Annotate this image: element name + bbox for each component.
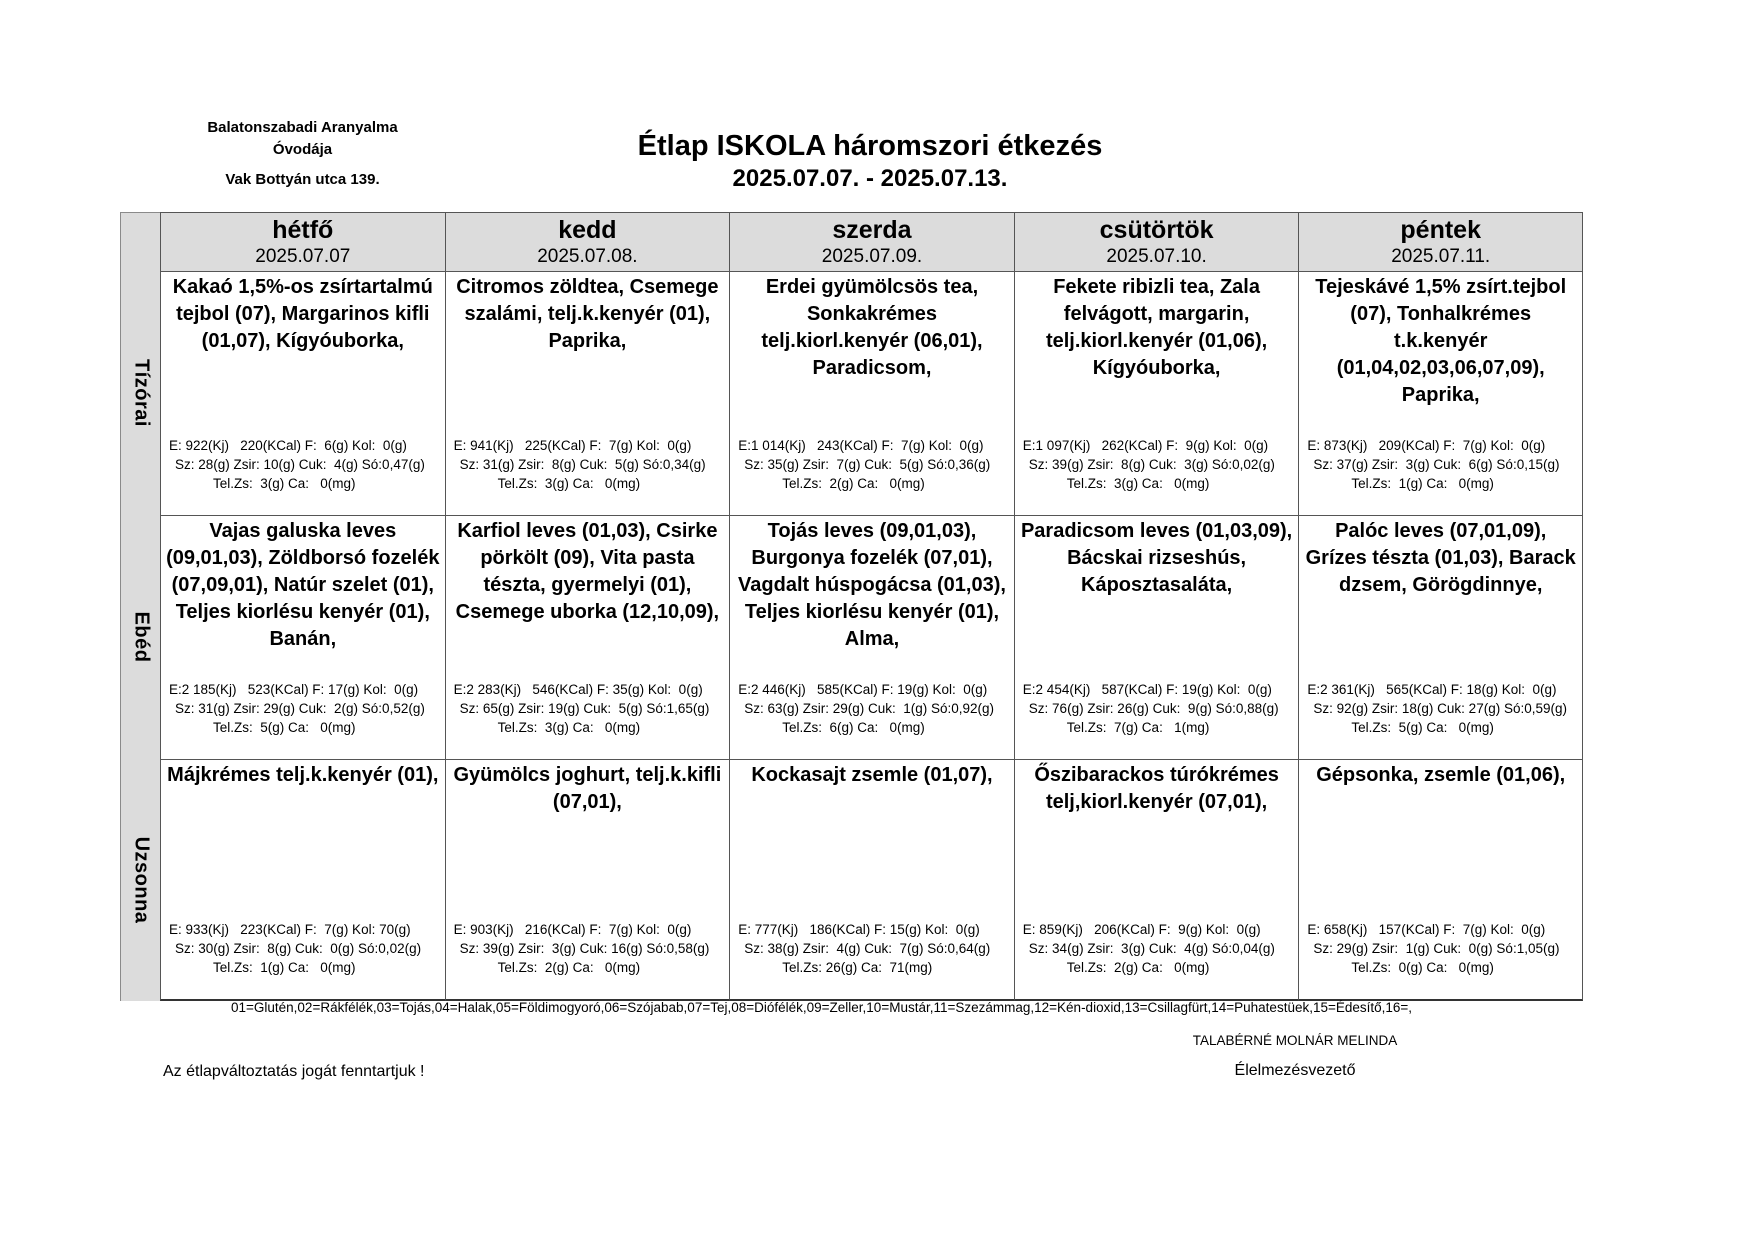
nutrition-line: Tel.Zs: 5(g) Ca: 0(mg) xyxy=(213,720,356,735)
nutrition-line: E: 903(Kj) 216(KCal) F: 7(g) Kol: 0(g) xyxy=(453,922,692,937)
day-header-thursday xyxy=(1014,212,1299,271)
nutrition-info xyxy=(452,436,728,493)
nutrition-line: Sz: 30(g) Zsir: 8(g) Cuk: 0(g) Só:0,02(g) xyxy=(175,941,422,956)
nutrition-info xyxy=(1021,920,1297,977)
nutrition-line: Sz: 76(g) Zsir: 26(g) Cuk: 9(g) Só:0,88(g) xyxy=(1028,701,1279,716)
nutrition-line: E: 658(Kj) 157(KCal) F: 7(g) Kol: 0(g) xyxy=(1307,922,1546,937)
nutrition-line: Tel.Zs: 3(g) Ca: 0(mg) xyxy=(213,476,356,491)
nutrition-line: Tel.Zs: 3(g) Ca: 0(mg) xyxy=(497,476,641,491)
nutrition-line: E:1 097(Kj) 262(KCal) F: 9(g) Kol: 0(g) xyxy=(1022,438,1269,453)
menu-cell xyxy=(1014,515,1299,759)
nutrition-line: E: 933(Kj) 223(KCal) F: 7(g) Kol: 70(g) xyxy=(169,922,411,937)
nutrition-line: Sz: 29(g) Zsir: 1(g) Cuk: 0(g) Só:1,05(g) xyxy=(1313,941,1560,956)
day-name: szerda xyxy=(832,216,912,244)
nutrition-line: E:2 446(Kj) 585(KCal) F: 19(g) Kol: 0(g) xyxy=(738,682,988,697)
menu-cell xyxy=(445,759,730,1001)
nutrition-line: Tel.Zs: 2(g) Ca: 0(mg) xyxy=(497,960,641,975)
org-name-line1: Balatonszabadi Aranyalma xyxy=(207,119,398,136)
menu-table xyxy=(120,212,1583,1001)
nutrition-line: Sz: 92(g) Zsir: 18(g) Cuk: 27(g) Só:0,59(g) xyxy=(1313,701,1567,716)
nutrition-line: Sz: 39(g) Zsir: 3(g) Cuk: 16(g) Só:0,58(g) xyxy=(459,941,710,956)
nutrition-info xyxy=(1305,680,1580,737)
nutrition-info xyxy=(452,920,728,977)
signer-name: TALABÉRNÉ MOLNÁR MELINDA xyxy=(1192,1033,1398,1048)
menu-cell xyxy=(1014,271,1299,515)
nutrition-line: Sz: 31(g) Zsir: 29(g) Cuk: 2(g) Só:0,52(g) xyxy=(175,701,425,716)
nutrition-line: Tel.Zs: 5(g) Ca: 0(mg) xyxy=(1351,720,1494,735)
meal-label-ebed xyxy=(120,515,160,759)
nutrition-line: E: 922(Kj) 220(KCal) F: 6(g) Kol: 0(g) xyxy=(169,438,407,453)
nutrition-line: Sz: 63(g) Zsir: 29(g) Cuk: 1(g) Só:0,92(g) xyxy=(744,701,995,716)
menu-date-range: 2025.07.07. - 2025.07.13. xyxy=(732,165,1008,192)
nutrition-line: Sz: 65(g) Zsir: 19(g) Cuk: 5(g) Só:1,65(g) xyxy=(459,701,710,716)
nutrition-line: Tel.Zs: 2(g) Ca: 0(mg) xyxy=(1066,960,1210,975)
nutrition-line: E: 873(Kj) 209(KCal) F: 7(g) Kol: 0(g) xyxy=(1307,438,1546,453)
allergen-legend: 01=Glutén,02=Rákfélék,03=Tojás,04=Halak,05=Földimogyoró,06=Szójabab,07=Tej,08=Diófélék,09=Zeller,10=Mustár,11=Szezámmag,12=Kén-dioxid,13=Csillagfürt,14=Puhatestüek,15=Édesítő,16=, xyxy=(231,1000,1413,1015)
food-items: Fekete ribizli tea, Zala felvágott, margarin, telj.kiorl.kenyér (01,06), Kígyóuborka, xyxy=(1045,276,1268,379)
nutrition-info xyxy=(167,920,443,977)
nutrition-line: E: 777(Kj) 186(KCal) F: 15(g) Kol: 0(g) xyxy=(738,922,980,937)
food-items: Paradicsom leves (01,03,09), Bácskai rizseshús, Káposztasaláta, xyxy=(1020,520,1293,596)
nutrition-line: Sz: 35(g) Zsir: 7(g) Cuk: 5(g) Só:0,36(g) xyxy=(744,457,991,472)
food-items: Gyümölcs joghurt, telj.k.kifli (07,01), xyxy=(453,764,722,813)
meal-label-text: Ebéd xyxy=(130,611,152,663)
menu-title xyxy=(560,128,1180,194)
menu-cell xyxy=(160,759,445,1001)
day-date: 2025.07.10. xyxy=(1106,246,1207,267)
food-items: Májkrémes telj.k.kenyér (01), xyxy=(167,764,439,786)
day-name: csütörtök xyxy=(1099,216,1214,244)
nutrition-info xyxy=(1305,436,1580,493)
menu-cell xyxy=(160,271,445,515)
menu-cell xyxy=(729,759,1014,1001)
nutrition-line: Tel.Zs: 0(g) Ca: 0(mg) xyxy=(1351,960,1494,975)
food-items: Citromos zöldtea, Csemege szalámi, telj.k.kenyér (01), Paprika, xyxy=(456,276,719,352)
day-header-tuesday xyxy=(445,212,730,271)
day-header-wednesday xyxy=(729,212,1014,271)
day-name: kedd xyxy=(558,216,617,244)
nutrition-line: E:2 361(Kj) 565(KCal) F: 18(g) Kol: 0(g) xyxy=(1307,682,1557,697)
org-address: Vak Bottyán utca 139. xyxy=(225,171,380,188)
nutrition-line: Sz: 34(g) Zsir: 3(g) Cuk: 4(g) Só:0,04(g) xyxy=(1028,941,1275,956)
meal-label-text: Tízórai xyxy=(130,359,152,427)
meal-label-uzsonna xyxy=(120,759,160,1001)
day-name: péntek xyxy=(1400,216,1481,244)
nutrition-line: E:2 283(Kj) 546(KCal) F: 35(g) Kol: 0(g) xyxy=(453,682,703,697)
nutrition-line: Sz: 37(g) Zsir: 3(g) Cuk: 6(g) Só:0,15(g) xyxy=(1313,457,1560,472)
food-items: Palóc leves (07,01,09), Grízes tészta (01,03), Barack dzsem, Görögdinnye, xyxy=(1305,520,1576,596)
day-date: 2025.07.08. xyxy=(537,246,638,267)
day-date: 2025.07.11. xyxy=(1391,246,1491,267)
nutrition-line: E:2 454(Kj) 587(KCal) F: 19(g) Kol: 0(g) xyxy=(1022,682,1272,697)
food-items: Tejeskávé 1,5% zsírt.tejbol (07), Tonhalkrémes t.k.kenyér (01,04,02,03,06,07,09), Paprika, xyxy=(1315,276,1567,406)
menu-cell xyxy=(1298,759,1583,1001)
disclaimer: Az étlapváltoztatás jogát fenntartjuk ! xyxy=(163,1063,425,1080)
org-name-line2: Óvodája xyxy=(272,141,333,158)
meal-label-text: Uzsonna xyxy=(130,836,152,924)
menu-cell xyxy=(445,271,730,515)
nutrition-line: Tel.Zs: 26(g) Ca: 71(mg) xyxy=(782,960,933,975)
menu-cell xyxy=(729,271,1014,515)
nutrition-line: Tel.Zs: 2(g) Ca: 0(mg) xyxy=(782,476,925,491)
day-date: 2025.07.09. xyxy=(821,246,923,267)
food-items: Kockasajt zsemle (01,07), xyxy=(751,764,993,786)
nutrition-info xyxy=(167,680,443,737)
menu-cell xyxy=(160,515,445,759)
nutrition-info xyxy=(452,680,728,737)
day-header-friday xyxy=(1298,212,1583,271)
nutrition-line: E:2 185(Kj) 523(KCal) F: 17(g) Kol: 0(g) xyxy=(169,682,419,697)
nutrition-line: Sz: 28(g) Zsir: 10(g) Cuk: 4(g) Só:0,47(g) xyxy=(175,457,425,472)
menu-cell xyxy=(729,515,1014,759)
nutrition-info xyxy=(736,436,1012,493)
menu-cell xyxy=(1014,759,1299,1001)
nutrition-info xyxy=(1021,436,1297,493)
nutrition-line: E:1 014(Kj) 243(KCal) F: 7(g) Kol: 0(g) xyxy=(738,438,984,453)
nutrition-info xyxy=(1021,680,1297,737)
organization-block xyxy=(160,117,445,191)
day-header-monday xyxy=(160,212,445,271)
food-items: Gépsonka, zsemle (01,06), xyxy=(1316,764,1566,786)
nutrition-line: Tel.Zs: 7(g) Ca: 1(mg) xyxy=(1066,720,1210,735)
nutrition-info xyxy=(736,680,1012,737)
menu-title-main: Étlap ISKOLA háromszori étkezés xyxy=(637,130,1103,162)
nutrition-line: Tel.Zs: 1(g) Ca: 0(mg) xyxy=(1351,476,1494,491)
day-name: hétfő xyxy=(272,216,334,244)
day-date: 2025.07.07 xyxy=(255,246,351,267)
nutrition-info xyxy=(736,920,1012,977)
table-corner xyxy=(120,212,160,271)
nutrition-line: Sz: 31(g) Zsir: 8(g) Cuk: 5(g) Só:0,34(g) xyxy=(459,457,706,472)
meal-label-tizorai xyxy=(120,271,160,515)
food-items: Tojás leves (09,01,03), Burgonya fozelék (07,01), Vagdalt húspogácsa (01,03), Teljes kiorlésu kenyér (01), Alma, xyxy=(738,520,1006,650)
nutrition-line: E: 941(Kj) 225(KCal) F: 7(g) Kol: 0(g) xyxy=(453,438,692,453)
menu-cell xyxy=(1298,271,1583,515)
menu-cell xyxy=(1298,515,1583,759)
signer-role: Élelmezésvezető xyxy=(1234,1062,1356,1079)
food-items: Őszibarackos túrókrémes telj,kiorl.kenyér (07,01), xyxy=(1034,764,1279,813)
nutrition-line: Tel.Zs: 1(g) Ca: 0(mg) xyxy=(213,960,356,975)
nutrition-line: Sz: 39(g) Zsir: 8(g) Cuk: 3(g) Só:0,02(g) xyxy=(1028,457,1275,472)
nutrition-info xyxy=(167,436,443,493)
nutrition-line: Tel.Zs: 3(g) Ca: 0(mg) xyxy=(497,720,641,735)
food-items: Kakaó 1,5%-os zsírtartalmú tejbol (07), Margarinos kifli (01,07), Kígyóuborka, xyxy=(172,276,433,352)
nutrition-line: E: 859(Kj) 206(KCal) F: 9(g) Kol: 0(g) xyxy=(1022,922,1261,937)
nutrition-info xyxy=(1305,920,1580,977)
food-items: Erdei gyümölcsös tea, Sonkakrémes telj.kiorl.kenyér (06,01), Paradicsom, xyxy=(761,276,983,379)
nutrition-line: Sz: 38(g) Zsir: 4(g) Cuk: 7(g) Só:0,64(g) xyxy=(744,941,991,956)
menu-cell xyxy=(445,515,730,759)
nutrition-line: Tel.Zs: 6(g) Ca: 0(mg) xyxy=(782,720,925,735)
nutrition-line: Tel.Zs: 3(g) Ca: 0(mg) xyxy=(1066,476,1210,491)
food-items: Karfiol leves (01,03), Csirke pörkölt (09), Vita pasta tészta, gyermelyi (01), Csemege uborka (12,10,09), xyxy=(455,520,720,623)
food-items: Vajas galuska leves (09,01,03), Zöldborsó fozelék (07,09,01), Natúr szelet (01), Teljes kiorlésu kenyér (01), Banán, xyxy=(166,520,440,650)
